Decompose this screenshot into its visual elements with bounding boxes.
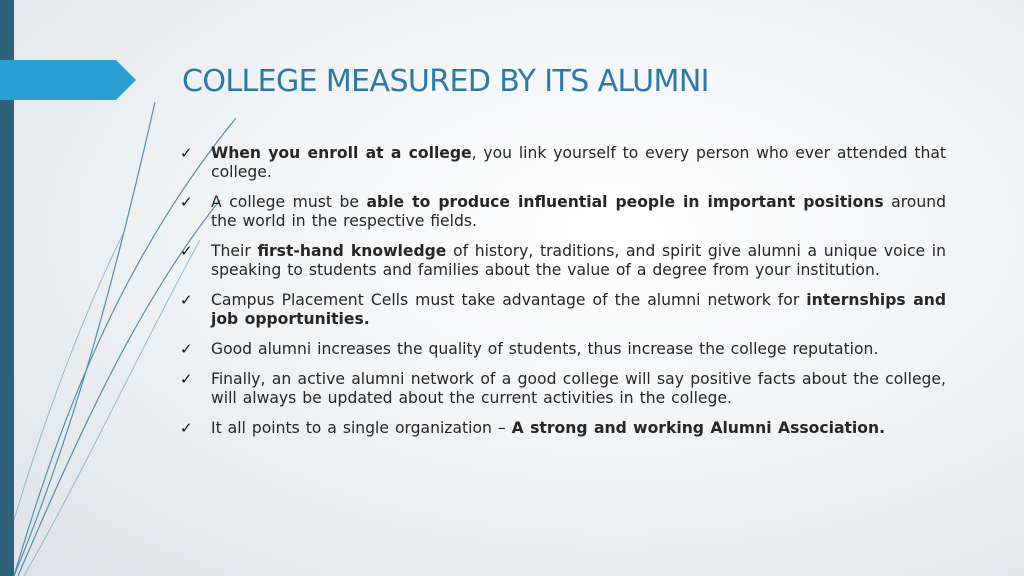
bullet-bold-text: internships and job opportunities. <box>211 291 946 328</box>
bullet-text: Campus Placement Cells must take advantage of the alumni network for <box>211 291 807 309</box>
bullet-text: Finally, an active alumni network of a good college will say positive facts about the college, will always be updated about the current activities in the college. <box>211 370 946 407</box>
bullet-item <box>180 340 946 359</box>
bullet-item <box>180 242 946 280</box>
check-mark-icon: ✓ <box>180 144 193 162</box>
bullet-item <box>180 419 946 438</box>
bullet-item <box>180 144 946 182</box>
bullet-text: It all points to a single organization – <box>211 419 512 437</box>
bullet-text: Their <box>211 242 258 260</box>
bullet-item <box>180 193 946 231</box>
check-mark-icon: ✓ <box>180 340 193 358</box>
bullet-list <box>180 144 946 449</box>
check-mark-icon: ✓ <box>180 419 193 437</box>
check-mark-icon: ✓ <box>180 370 193 388</box>
check-mark-icon: ✓ <box>180 193 193 211</box>
bullet-text: around the world in the respective fields. <box>211 193 946 230</box>
bullet-text: Good alumni increases the quality of students, thus increase the college reputation. <box>211 340 879 358</box>
bullet-text: , you link yourself to every person who ever attended that college. <box>211 144 946 181</box>
slide-title: COLLEGE MEASURED BY ITS ALUMNI <box>182 64 709 99</box>
bullet-bold-text: When you enroll at a college <box>211 144 472 162</box>
decorative-line <box>14 230 125 520</box>
check-mark-icon: ✓ <box>180 291 193 309</box>
bullet-item <box>180 370 946 408</box>
bullet-item <box>180 291 946 329</box>
check-mark-icon: ✓ <box>180 242 193 260</box>
bullet-bold-text: first-hand knowledge <box>257 242 447 260</box>
bullet-text: A college must be <box>211 193 367 211</box>
decorative-line <box>14 102 155 576</box>
title-arrow-shape <box>0 60 136 100</box>
bullet-bold-text: A strong and working Alumni Association. <box>511 419 886 437</box>
bullet-bold-text: able to produce influential people in important positions <box>366 193 884 211</box>
bullet-text: of history, traditions, and spirit give alumni a unique voice in speaking to students and families about the value of a degree from your institution. <box>211 242 947 279</box>
